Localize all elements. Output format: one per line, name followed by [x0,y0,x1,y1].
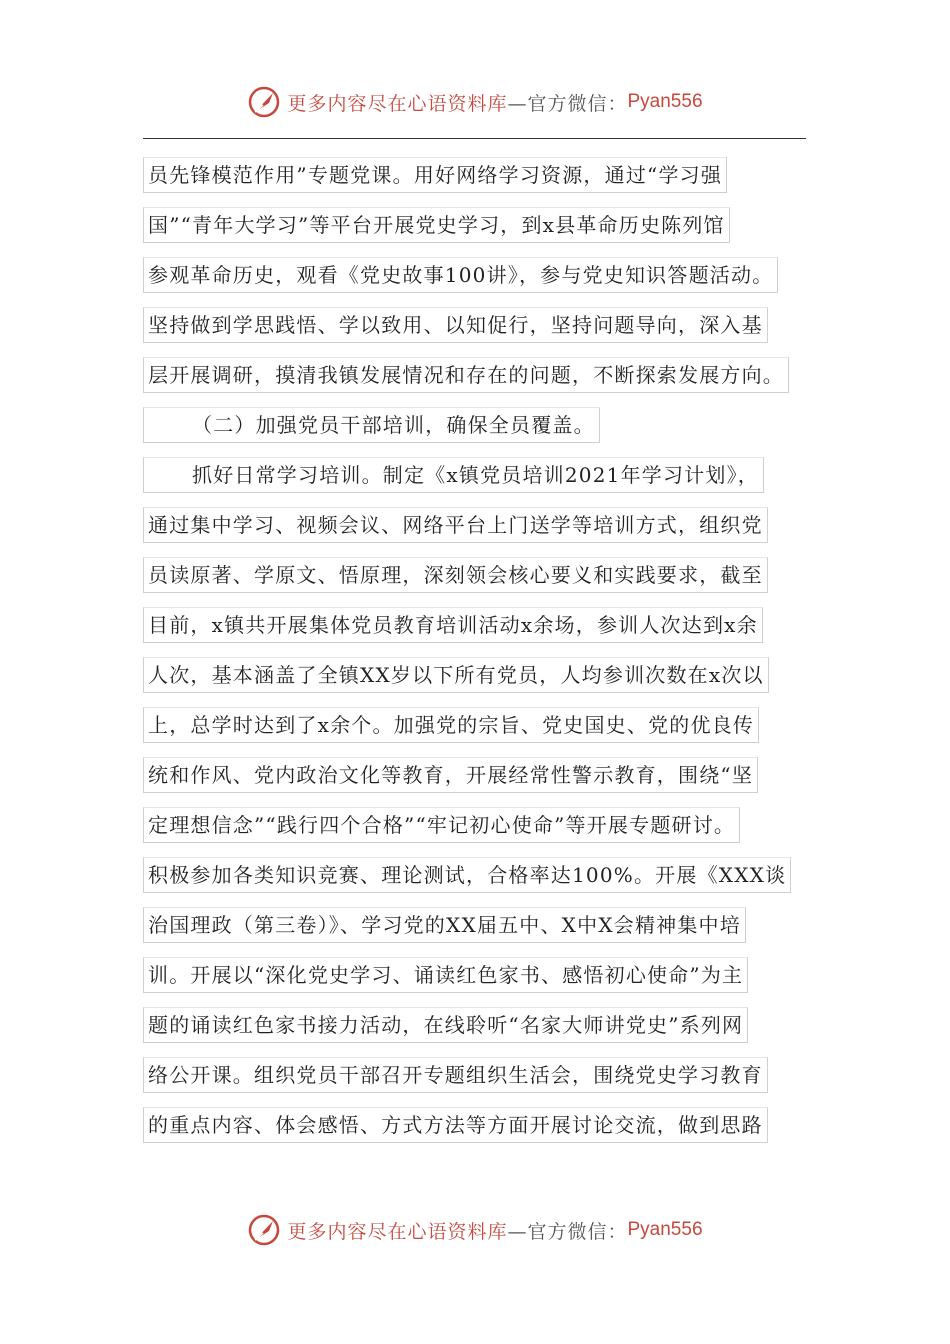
text-line: 国”“青年大学习”等平台开展党史学习，到x县革命历史陈列馆 [143,198,813,248]
text-line: 治国理政（第三卷）》、学习党的XX届五中、X中X会精神集中培 [143,898,813,948]
header-watermark [0,82,950,122]
text-line: 层开展调研，摸清我镇发展情况和存在的问题，不断探索发展方向。 [143,348,813,398]
banner-title: 更多内容尽在心语资料库 [287,92,508,115]
text-line: 人次，基本涵盖了全镇XX岁以下所有党员，人均参训次数在x次以 [143,648,813,698]
text-line: 通过集中学习、视频会议、网络平台上门送学等培训方式，组织党 [143,498,813,548]
section-heading: （二）加强党员干部培训，确保全员覆盖。 [143,398,813,448]
footer-watermark [0,1210,950,1250]
text-line: 的重点内容、体会感悟、方式方法等方面开展讨论交流，做到思路 [143,1098,813,1148]
text-line: 坚持做到学思践悟、学以致用、以知促行，坚持问题导向，深入基 [143,298,813,348]
text-line: 员读原著、学原文、悟原理，深刻领会核心要义和实践要求，截至 [143,548,813,598]
text-line: 训。开展以“深化党史学习、诵读红色家书、感悟初心使命”为主 [143,948,813,998]
text-line: 统和作风、党内政治文化等教育，开展经常性警示教育，围绕“坚 [143,748,813,798]
text-line: 目前，x镇共开展集体党员教育培训活动x余场，参训人次达到x余 [143,598,813,648]
text-line: 积极参加各类知识竞赛、理论测试，合格率达100%。开展《XXX谈 [143,848,813,898]
banner-subtitle: —官方微信： [507,1220,628,1243]
text-line: 员先锋模范作用”专题党课。用好网络学习资源，通过“学习强 [143,148,813,198]
quill-logo-icon [247,1213,281,1247]
text-line: 抓好日常学习培训。制定《x镇党员培训2021年学习计划》， [143,448,813,498]
header-divider [143,138,806,139]
text-line: 络公开课。组织党员干部召开专题组织生活会，围绕党史学习教育 [143,1048,813,1098]
banner-title: 更多内容尽在心语资料库 [287,1220,508,1243]
document-body [143,148,813,1148]
text-line: 上，总学时达到了x余个。加强党的宗旨、党史国史、党的优良传 [143,698,813,748]
banner-wechat-id: Pyan556 [627,1219,703,1240]
banner-wechat-id: Pyan556 [627,91,703,112]
text-line: 参观革命历史，观看《党史故事100讲》，参与党史知识答题活动。 [143,248,813,298]
text-line: 定理想信念”“践行四个合格”“牢记初心使命”等开展专题研讨。 [143,798,813,848]
banner-subtitle: —官方微信： [507,92,628,115]
quill-logo-icon [247,85,281,119]
text-line: 题的诵读红色家书接力活动，在线聆听“名家大师讲党史”系列网 [143,998,813,1048]
